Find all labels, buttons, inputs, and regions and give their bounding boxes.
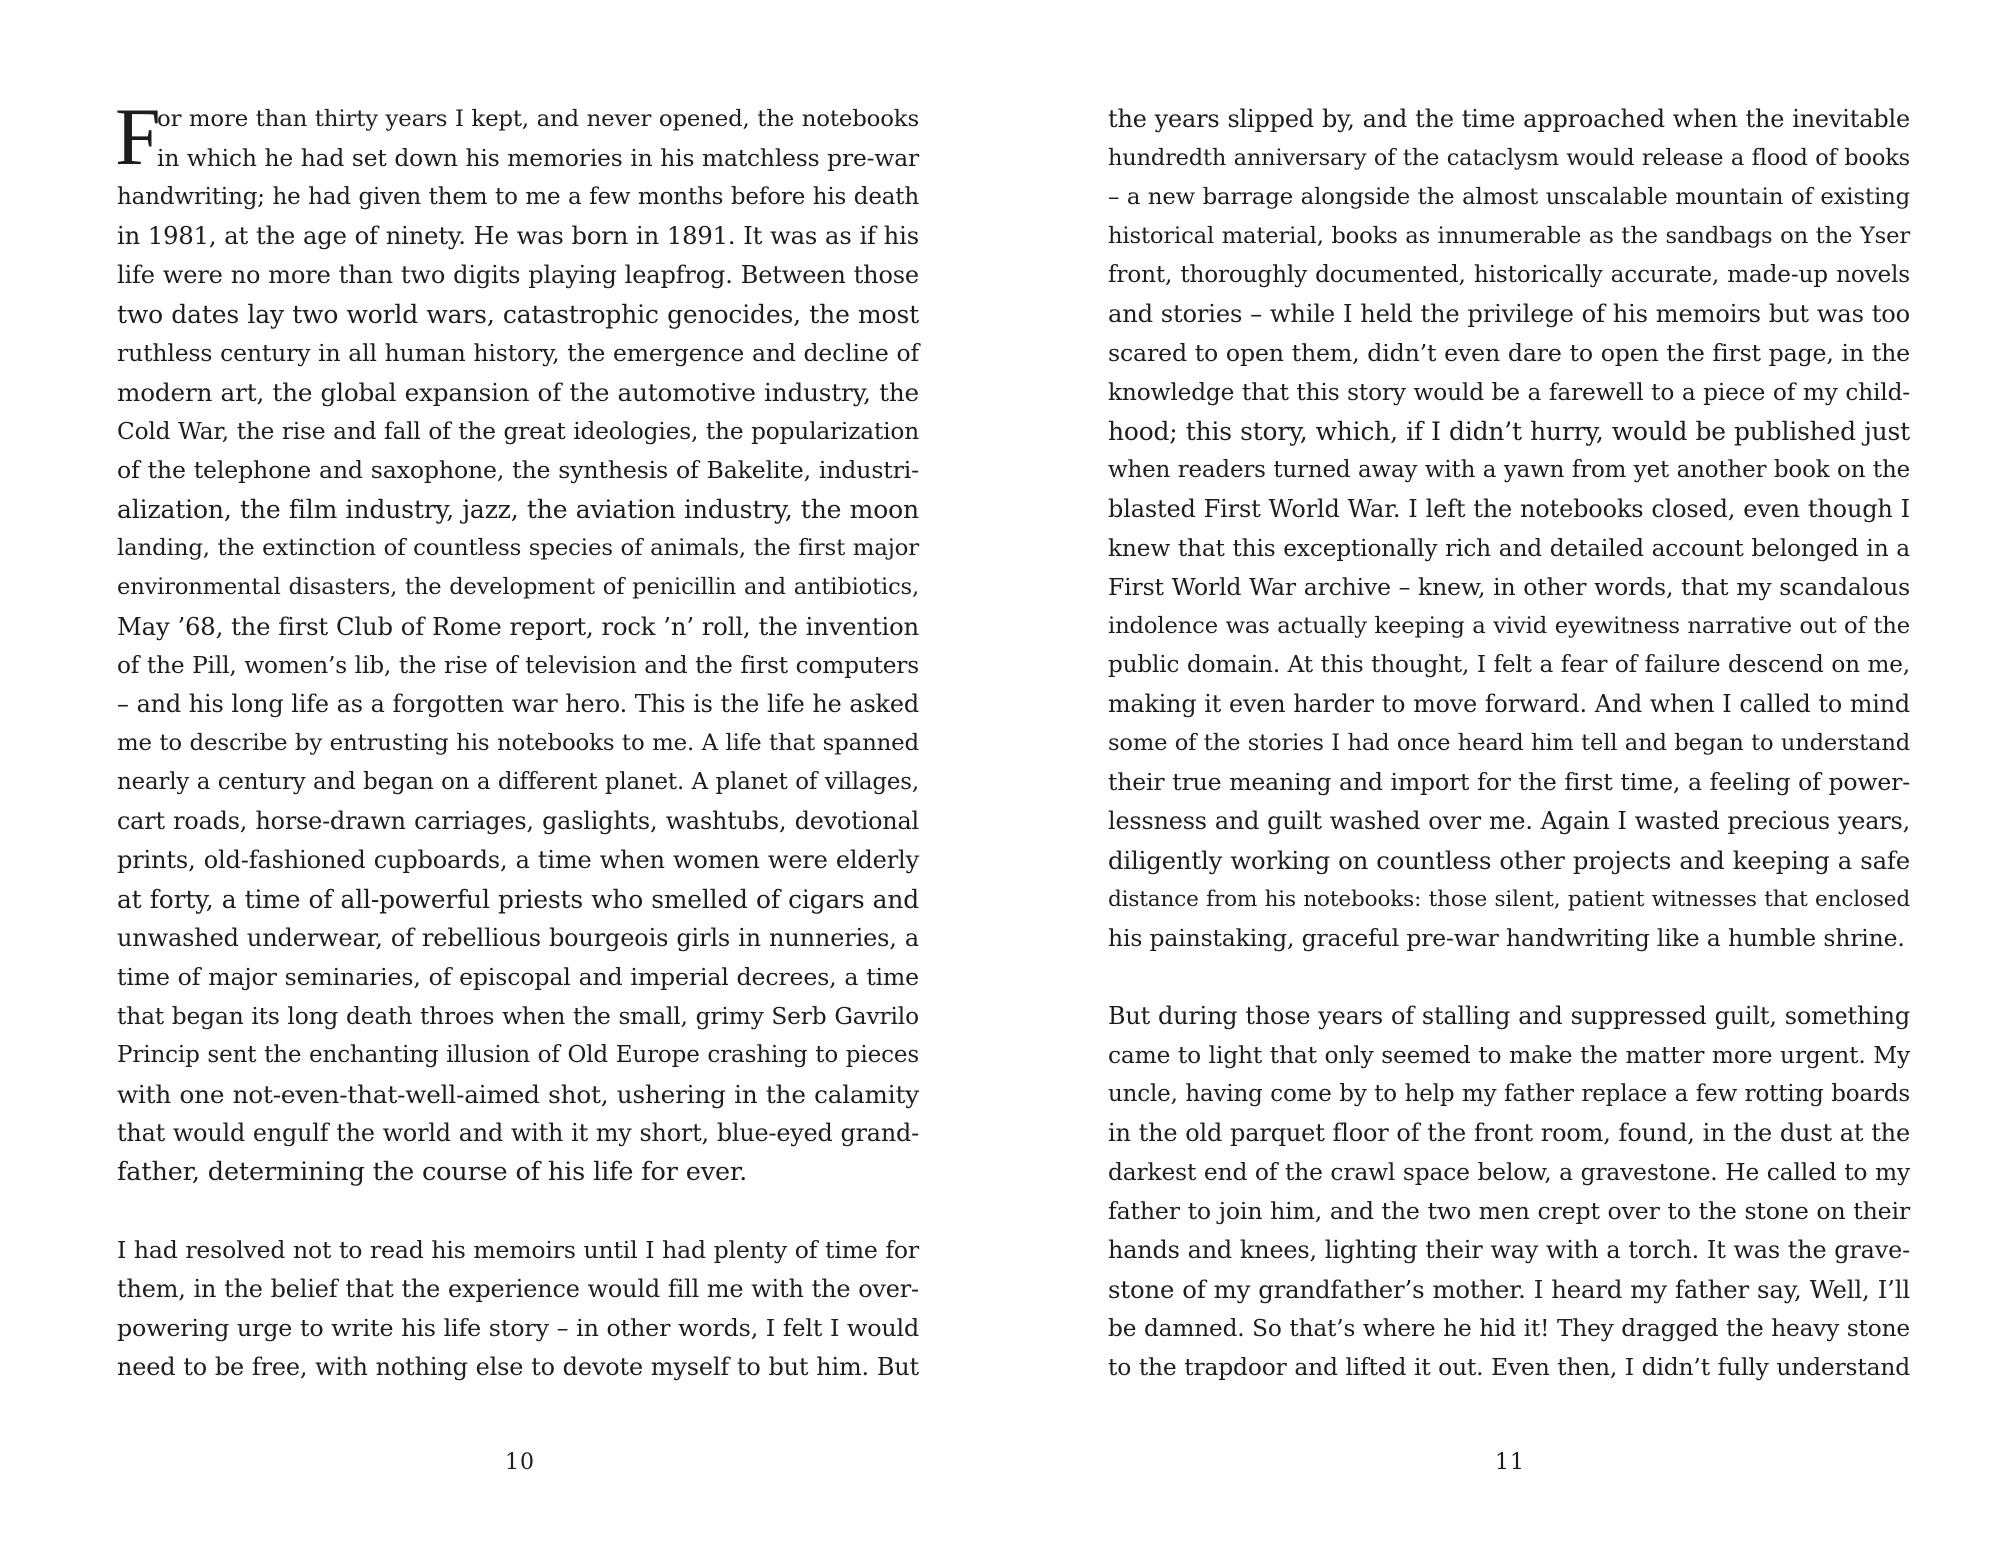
- left-page: [115, 91, 919, 1387]
- left-paragraph-1: [117, 178, 919, 1192]
- text-line: prints, old-fashioned cupboards, a time when women were elderly: [117, 846, 919, 874]
- text-line: scared to open them, didn’t even dare to open the first page, in the: [1108, 339, 1910, 367]
- text-line: their true meaning and import for the first time, a feeling of power-: [1108, 768, 1910, 796]
- text-line: two dates lay two world wars, catastrophic genocides, the most: [117, 300, 919, 329]
- text-line: First World War archive – knew, in other words, that my scandalous: [1108, 573, 1910, 601]
- text-line: environmental disasters, the development of penicillin and antibiotics,: [117, 574, 919, 600]
- text-line: distance from his notebooks: those silent, patient witnesses that enclosed: [1108, 887, 1910, 912]
- text-line: of the Pill, women’s lib, the rise of television and the first computers: [117, 652, 919, 679]
- text-line: be damned. So that’s where he hid it! They dragged the heavy stone: [1108, 1315, 1910, 1342]
- text-line: that would engulf the world and with it my short, blue-eyed grand-: [117, 1119, 919, 1147]
- text-line: hands and knees, lighting their way with a torch. It was the grave-: [1108, 1236, 1910, 1264]
- text-line: father, determining the course of his life for ever.: [117, 1157, 748, 1187]
- text-line: to the trapdoor and lifted it out. Even then, I didn’t fully understand: [1108, 1353, 1910, 1381]
- text-line: stone of my grandfather’s mother. I heard my father say, Well, I’ll: [1108, 1275, 1910, 1304]
- text-line: May ’68, the first Club of Rome report, rock ’n’ roll, the invention: [117, 612, 919, 641]
- text-line: them, in the belief that the experience would fill me with the over-: [117, 1275, 919, 1303]
- text-line: in which he had set down his memories in his matchless pre-war: [157, 144, 919, 172]
- text-line: alization, the film industry, jazz, the aviation industry, the moon: [117, 495, 919, 524]
- text-line: I had resolved not to read his memoirs until I had plenty of time for: [117, 1236, 919, 1264]
- text-line: landing, the extinction of countless species of animals, the first major: [117, 535, 919, 561]
- right-paragraph-1: [1108, 100, 1910, 958]
- text-line: and stories – while I held the privilege of his memoirs but was too: [1108, 300, 1910, 328]
- paragraph-gap: [117, 1192, 919, 1231]
- text-line: unwashed underwear, of rebellious bourgeois girls in nunneries, a: [117, 924, 919, 952]
- text-line: at forty, a time of all-powerful priests who smelled of cigars and: [117, 885, 919, 914]
- text-line: in 1981, at the age of ninety. He was born in 1891. It was as if his: [117, 222, 919, 250]
- page-number-left: 10: [505, 1450, 535, 1475]
- text-line: handwriting; he had given them to me a few months before his death: [117, 184, 919, 210]
- text-line: life were no more than two digits playing leapfrog. Between those: [117, 261, 919, 289]
- text-line: uncle, having come by to help my father replace a few rotting boards: [1108, 1081, 1910, 1107]
- text-line: modern art, the global expansion of the automotive industry, the: [117, 378, 919, 407]
- drop-cap: F: [115, 91, 161, 182]
- text-line: hood; this story, which, if I didn’t hurry, would be published just: [1108, 417, 1910, 446]
- text-line: Princip sent the enchanting illusion of Old Europe crashing to pieces: [117, 1042, 919, 1068]
- text-line: diligently working on countless other projects and keeping a safe: [1108, 846, 1910, 875]
- text-line: making it even harder to move forward. And when I called to mind: [1108, 690, 1910, 718]
- left-paragraph-2: [117, 1231, 919, 1387]
- text-line: or more than thirty years I kept, and never opened, the notebooks: [157, 106, 919, 132]
- text-line: cart roads, horse-drawn carriages, gaslights, washtubs, devotional: [117, 807, 919, 835]
- text-line: that began its long death throes when the small, grimy Serb Gavrilo: [117, 1003, 919, 1030]
- text-line: time of major seminaries, of episcopal and imperial decrees, a time: [117, 963, 919, 991]
- text-line: Cold War, the rise and fall of the great ideologies, the popularization: [117, 418, 919, 445]
- text-line: public domain. At this thought, I felt a fear of failure descend on me,: [1108, 652, 1910, 678]
- text-line: powering urge to write his life story – in other words, I felt I would: [117, 1314, 919, 1342]
- text-line: But during those years of stalling and suppressed guilt, something: [1108, 1002, 1910, 1030]
- text-line: his painstaking, graceful pre-war handwriting like a humble shrine.: [1108, 924, 1905, 952]
- text-line: father to join him, and the two men crept over to the stone on their: [1108, 1197, 1910, 1225]
- text-line: blasted First World War. I left the notebooks closed, even though I: [1108, 495, 1910, 523]
- text-line: front, thoroughly documented, historically accurate, made-up novels: [1108, 262, 1910, 288]
- text-line: indolence was actually keeping a vivid eyewitness narrative out of the: [1108, 613, 1910, 639]
- text-line: knew that this exceptionally rich and detailed account belonged in a: [1108, 535, 1910, 562]
- text-line: me to describe by entrusting his notebooks to me. A life that spanned: [117, 730, 919, 756]
- text-line: in the old parquet floor of the front room, found, in the dust at the: [1108, 1119, 1910, 1147]
- text-line: need to be free, with nothing else to devote myself to but him. But: [117, 1353, 919, 1381]
- page-number-right: 11: [1495, 1450, 1525, 1475]
- text-line: with one not-even-that-well-aimed shot, ushering in the calamity: [117, 1080, 919, 1109]
- text-line: the years slipped by, and the time approached when the inevitable: [1108, 105, 1910, 133]
- text-line: when readers turned away with a yawn from yet another book on the: [1108, 457, 1910, 483]
- text-line: lessness and guilt washed over me. Again I wasted precious years,: [1108, 807, 1910, 835]
- text-line: nearly a century and began on a different planet. A planet of villages,: [117, 769, 919, 795]
- text-line: – a new barrage alongside the almost unscalable mountain of existing: [1108, 184, 1910, 210]
- paragraph-gap: [1108, 958, 1910, 997]
- text-line: of the telephone and saxophone, the synthesis of Bakelite, industri-: [117, 456, 919, 484]
- text-line: came to light that only seemed to make the matter more urgent. My: [1108, 1042, 1910, 1069]
- text-line: – and his long life as a forgotten war hero. This is the life he asked: [117, 690, 919, 718]
- text-line: historical material, books as innumerable as the sandbags on the Yser: [1108, 223, 1910, 249]
- right-page: [1108, 100, 1910, 1387]
- right-paragraph-2: [1108, 997, 1910, 1387]
- paragraph-opening: [115, 91, 919, 182]
- text-line: some of the stories I had once heard him tell and began to understand: [1108, 730, 1910, 756]
- text-line: knowledge that this story would be a farewell to a piece of my child-: [1108, 379, 1910, 406]
- text-line: hundredth anniversary of the cataclysm would release a flood of books: [1108, 145, 1910, 171]
- text-line: darkest end of the crawl space below, a gravestone. He called to my: [1108, 1158, 1910, 1186]
- text-line: ruthless century in all human history, the emergence and decline of: [117, 339, 919, 367]
